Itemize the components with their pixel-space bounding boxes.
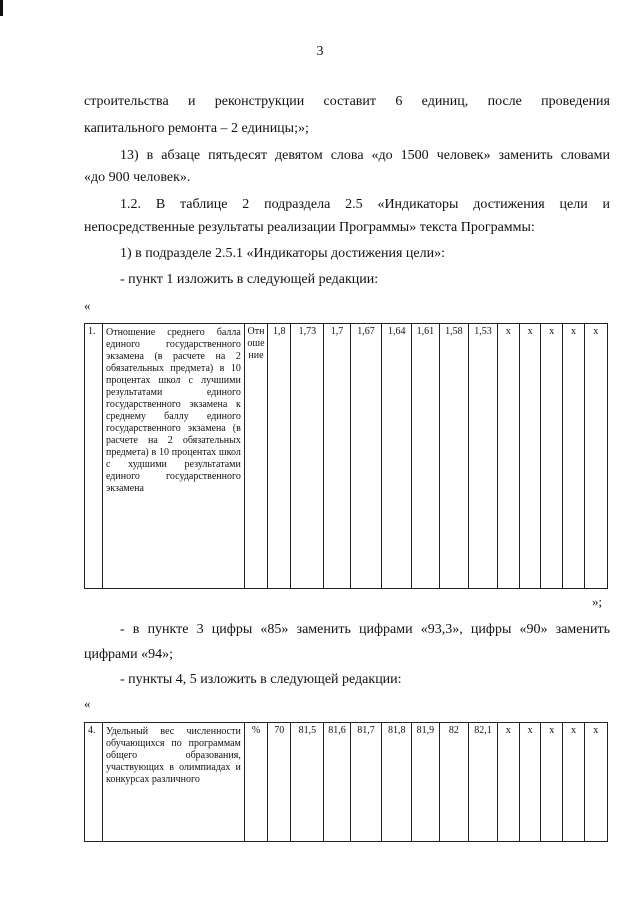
value-cell: х bbox=[563, 723, 584, 842]
paragraph-1-line-1: строительства и реконструкции составит 6 единиц, после проведения bbox=[84, 94, 610, 109]
value-cell: 81,6 bbox=[324, 723, 350, 842]
table-row bbox=[85, 723, 608, 842]
paragraph-4: 1) в подразделе 2.5.1 «Индикаторы достижения цели»: bbox=[120, 246, 446, 261]
value-cell: х bbox=[584, 723, 607, 842]
unit-cell: Отношение bbox=[244, 324, 267, 589]
value-cell: 1,58 bbox=[439, 324, 469, 589]
value-cell: 81,9 bbox=[412, 723, 440, 842]
paragraph-1-line-2: капитального ремонта – 2 единицы;»; bbox=[84, 121, 309, 136]
value-cell: 1,64 bbox=[382, 324, 412, 589]
row-number: 4. bbox=[85, 723, 103, 842]
table-row bbox=[85, 324, 608, 589]
indicator-name: Удельный вес численности обучающихся по программам общего образования, участвующих в олимпиадах и конкурсах различного bbox=[102, 723, 244, 842]
value-cell: 1,67 bbox=[350, 324, 382, 589]
value-cell: 81,8 bbox=[382, 723, 412, 842]
value-cell: 1,61 bbox=[412, 324, 440, 589]
paragraph-3-line-2: непосредственные результаты реализации Программы» текста Программы: bbox=[84, 220, 535, 235]
indicator-name: Отношение среднего балла единого государственного экзамена (в расчете на 2 обязательных предмета) в 10 процентах школ с лучшими результатами единого государственного экзамена к среднему баллу единого государственного экзамена (в расчете на 2 обязательных предмета) в 10 процентах школ с худшими результатами единого государственного экзамена bbox=[102, 324, 244, 589]
paragraph-6-line-1: - в пункте 3 цифры «85» заменить цифрами «93,3», цифры «90» заменить bbox=[120, 622, 610, 637]
value-cell: х bbox=[520, 723, 541, 842]
close-quote-1: »; bbox=[592, 594, 603, 609]
value-cell: 1,8 bbox=[268, 324, 291, 589]
indicator-table-1 bbox=[84, 323, 608, 589]
value-cell: 1,73 bbox=[291, 324, 324, 589]
paragraph-2-line-1: 13) в абзаце пятьдесят девятом слова «до 1500 человек» заменить словами bbox=[120, 148, 610, 163]
value-cell: х bbox=[563, 324, 584, 589]
paragraph-6-line-2: цифрами «94»; bbox=[84, 647, 174, 662]
open-quote-2: « bbox=[84, 696, 91, 711]
paragraph-2-line-2: «до 900 человек». bbox=[84, 170, 191, 185]
value-cell: х bbox=[541, 723, 563, 842]
value-cell: 81,5 bbox=[291, 723, 324, 842]
value-cell: х bbox=[584, 324, 607, 589]
scan-corner-mark bbox=[0, 0, 3, 16]
page-number: 3 bbox=[316, 44, 324, 59]
value-cell: 1,7 bbox=[324, 324, 350, 589]
value-cell: х bbox=[497, 723, 519, 842]
paragraph-3-line-1: 1.2. В таблице 2 подраздела 2.5 «Индикаторы достижения цели и bbox=[120, 197, 610, 212]
row-number: 1. bbox=[85, 324, 103, 589]
value-cell: 1,53 bbox=[469, 324, 498, 589]
paragraph-5: - пункт 1 изложить в следующей редакции: bbox=[120, 272, 379, 287]
value-cell: 82,1 bbox=[469, 723, 498, 842]
value-cell: х bbox=[541, 324, 563, 589]
value-cell: х bbox=[497, 324, 519, 589]
unit-cell: % bbox=[244, 723, 267, 842]
indicator-table-2 bbox=[84, 722, 608, 842]
value-cell: 82 bbox=[439, 723, 469, 842]
paragraph-7: - пункты 4, 5 изложить в следующей редакции: bbox=[120, 672, 402, 687]
value-cell: 70 bbox=[268, 723, 291, 842]
open-quote-1: « bbox=[84, 298, 91, 313]
value-cell: х bbox=[520, 324, 541, 589]
value-cell: 81,7 bbox=[350, 723, 382, 842]
